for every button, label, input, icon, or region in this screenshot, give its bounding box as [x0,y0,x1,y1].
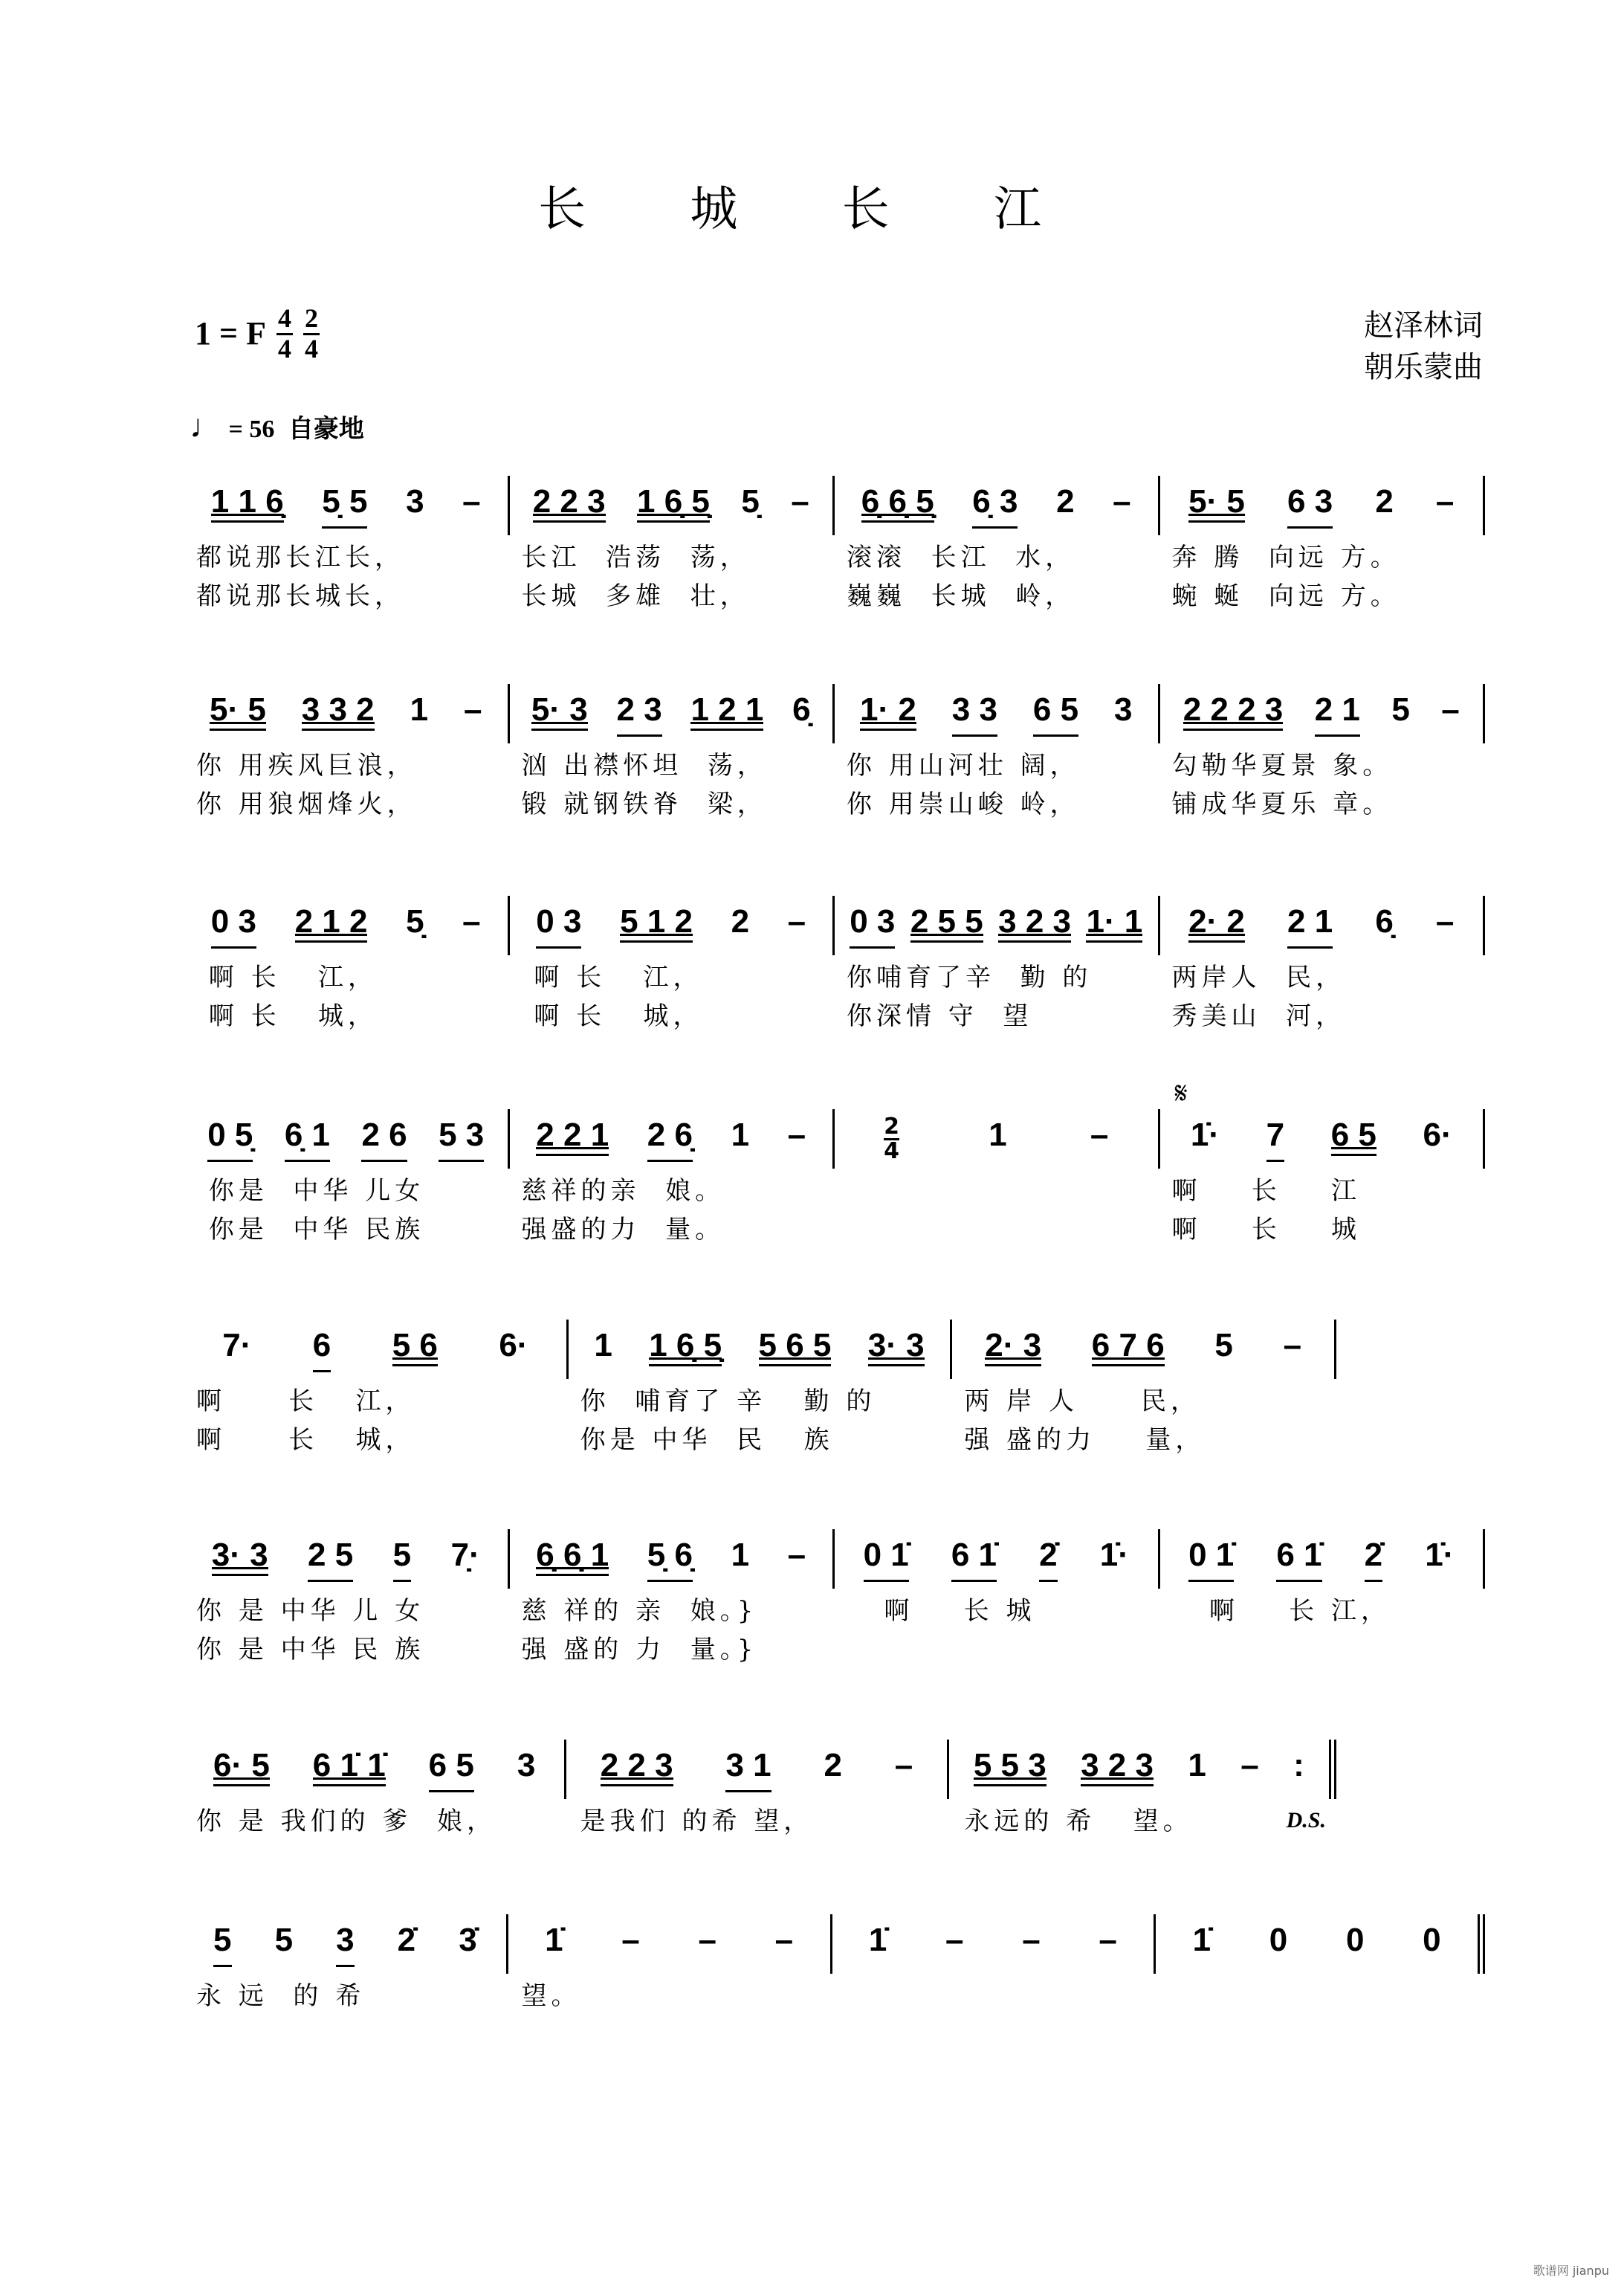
note-group: 2 [1375,482,1394,520]
note-group: 7̣· [450,1536,480,1573]
lyric-measure: 你哺育了辛 勤 的 [847,962,1093,992]
lyric-measure: 都说那长江长， [196,542,404,572]
lyric-measure: 滚滚 长江 水， [847,542,1075,572]
measure [832,1914,1156,1974]
note-group: – [621,1921,640,1958]
lyric-measure: 汹 出襟怀坦 荡， [521,750,767,781]
credits [1364,305,1483,388]
ds-marking: D.S. [1286,1808,1326,1832]
lyrics-verse-2 [184,2012,1485,2051]
notes-row [184,476,1485,535]
note-group: 2· 3 [985,1326,1041,1367]
note-group: – [1022,1921,1041,1958]
music-system [184,1320,1336,1456]
note-group: 6̣ 3 [972,482,1018,529]
lyrics-verse-2 [184,994,1485,1033]
note-group: 1̇ [545,1921,563,1958]
note-group: – [1240,1746,1259,1783]
lyric-measure: 强 盛的力 量， [964,1424,1206,1455]
lyrics-verse-2 [184,1418,1336,1456]
note-group: 2 5 [308,1536,353,1583]
lyrics-verse-1 [184,743,1485,782]
note-group: – [787,1116,806,1153]
note-group: 3 [406,482,424,520]
note-group: 1 [410,691,429,728]
note-group: 5· 3 [531,691,588,732]
measure [184,1320,569,1379]
lyricist: 赵泽林词 [1364,309,1483,343]
measure [510,684,835,743]
note-group: 1̇· [1099,1536,1129,1573]
note-group: 3 [336,1921,354,1968]
note-group: 6 5 [1331,1116,1376,1157]
lyric-measure: 巍巍 长城 岭， [847,581,1075,611]
lyric-measure: 望。 [521,1980,581,2011]
lyric-measure: 啊 长 江， [196,962,378,992]
note-group: 2 2 3 [601,1746,673,1787]
lyrics-verse-1 [184,955,1485,994]
note-group: 2 [1056,482,1075,520]
note-group: 6̣ 6̣ 5̣ [861,482,934,523]
note-group: 2 2 1 [536,1116,609,1157]
note-group: 0 5̣ [207,1116,253,1163]
lyric-measure: 啊 长 江 [1171,1175,1361,1206]
measure [184,684,510,743]
quarter-note-icon: ♩ [190,408,222,445]
tempo-value: = 56 [228,416,275,443]
lyrics-verse-1 [184,1799,1336,1838]
note-group: 6 5 [429,1746,474,1793]
lyrics-verse-2 [184,1838,1336,1876]
measure [510,1529,835,1589]
lyrics-verse-1 [184,1589,1485,1627]
measure [510,896,835,955]
measure [1160,1076,1486,1169]
music-system [184,1914,1485,2051]
note-group: 3· 3 [868,1326,925,1367]
note-group: 2 [824,1746,842,1783]
note-group: 5 5 3 [974,1746,1046,1787]
note-group: 6̣ 6̣ 1 [536,1536,609,1577]
lyrics-verse-2 [184,574,1485,613]
measure [510,1109,835,1169]
measure [835,684,1160,743]
measure [184,1740,566,1799]
music-system [184,1740,1336,1876]
note-group: 0 3 [850,902,895,949]
music-system [184,684,1485,821]
lyric-measure: 你 用疾风巨浪， [196,750,417,781]
measure [1160,684,1486,743]
notes-row [184,1529,1485,1589]
lyric-measure: 长江 浩荡 荡， [521,542,750,572]
measure [184,476,510,535]
lyric-measure: 蜿 蜒 向远 方。 [1171,581,1400,611]
measure [835,476,1160,535]
note-group: 5̣ 6̣ [647,1536,693,1583]
measure [184,1109,510,1169]
note-group: – [1435,482,1455,520]
lyric-measure: 你深情 守 望 [847,1001,1033,1031]
note-group: 6 5 [1033,691,1078,737]
note-group: – [787,902,806,940]
lyric-measure: 啊 长 城 [847,1595,1036,1626]
note-group: 1 6̣ 5̣ [649,1326,722,1367]
lyric-measure: 你是 中华 儿女 [196,1175,425,1206]
measure [835,896,1160,955]
measure [184,1529,510,1589]
lyric-measure: 你是 中华 民 族 [580,1424,834,1455]
note-group: 3 2 3 [998,902,1071,943]
note-group: 6̣ [792,691,811,728]
note-group: – [1090,1116,1109,1153]
lyric-measure: 长城 多雄 壮， [521,581,750,611]
measure [569,1320,953,1379]
note-group: 5 [1214,1326,1233,1363]
note-group: 6 3 [1287,482,1333,529]
note-group: 5 1 2 [620,902,693,943]
lyrics-verse-1 [184,1169,1485,1207]
note-group: 2 2 3 [533,482,606,523]
note-group: 0 [1345,1921,1365,1958]
lyric-measure: 啊 长 城， [196,1424,415,1455]
note-group: 5 3 [439,1116,484,1163]
note-group: – [462,482,481,520]
note-group: 1 [594,1326,612,1363]
song-title: 长 城 长 江 [537,182,1087,237]
lyric-measure: 两岸人 民， [1171,962,1346,992]
notes-row [184,896,1485,955]
note-group: 0 3 [211,902,256,949]
lyrics-verse-2 [184,1627,1485,1666]
note-group: 2 1 [1287,902,1333,949]
note-group: 1 2 1 [690,691,763,732]
note-group: 2 6̣ [647,1116,693,1163]
note-group: 1̇ [1192,1921,1211,1958]
note-group: 5 [393,1536,411,1583]
note-group: 6· [499,1326,528,1363]
lyric-measure: 锻 就钢铁脊 梁， [521,789,767,819]
measure [1160,476,1486,535]
note-group: 3 [1114,691,1133,728]
measure [184,1914,508,1974]
music-system [184,1529,1485,1666]
note-group: 3 [517,1746,536,1783]
note-group: – [698,1921,716,1958]
lyric-measure: 啊 长 城， [521,1001,703,1031]
measure [184,896,510,955]
lyric-measure: 慈祥的亲 娘。 [521,1175,725,1206]
time-den: 4 [884,1137,899,1164]
note-group: 1 [1188,1746,1206,1783]
measure [1156,1914,1485,1974]
note-group: 3 3 2 [302,691,375,732]
note-group: 1· 1 [1086,902,1142,943]
lyric-measure: 强 盛的 力 量。} [521,1634,758,1664]
note-group: 2 [731,902,750,940]
time-num: 2 [884,1113,899,1140]
note-group: 3 2 3 [1081,1746,1154,1787]
note-group: 2 6 [361,1116,407,1163]
measure [508,1914,832,1974]
note-group: 5· 5 [210,691,266,732]
key-signature [195,305,320,362]
note-group: 2̇ [397,1921,416,1958]
measure [835,1529,1160,1589]
lyric-measure: 你 用山河壮 阔， [847,750,1080,781]
note-group: 1̇ [868,1921,887,1958]
note-group: 6· 5 [213,1746,270,1787]
note-group: 0 [1423,1921,1441,1958]
note-group: 7· [222,1326,252,1363]
note-group: 1 [989,1116,1007,1153]
measure [510,476,835,535]
note-group: 2 1 2 [295,902,368,943]
note-group: – [791,482,809,520]
note-group: 2̇ [1365,1536,1382,1583]
key-tonic: 1 = F [195,315,266,352]
music-system [184,896,1485,1033]
note-group: 3 3 [952,691,997,737]
note-group: 6 1̇ [1276,1536,1321,1583]
lyric-measure: 慈 祥的 亲 娘。} [521,1595,758,1626]
lyric-measure: 永远的 希 望。 [964,1806,1193,1836]
lyric-measure: 你 哺育了 辛 勤 的 [580,1386,876,1416]
lyrics-verse-2 [184,782,1485,821]
note-group: 5· 5 [1188,482,1245,523]
note-group: 5 6 5 [759,1326,832,1367]
repeat-end-icon: : [1293,1746,1304,1783]
lyric-measure: 铺成华夏乐 章。 [1171,789,1393,819]
lyric-measure: 啊 长 江， [1171,1595,1391,1626]
note-group: 6̣ 1 [285,1116,330,1163]
note-group: 6 1̇ 1̇ [313,1746,386,1787]
measure [566,1740,948,1799]
note-group: 2 2 2 3 [1183,691,1284,732]
note-group: 5 [274,1921,294,1958]
note-group: 2· 2 [1188,902,1245,943]
note-group: – [945,1921,964,1958]
note-group: 6 1̇ [951,1536,997,1583]
note-group: 0 1̇ [1188,1536,1234,1583]
note-group: 0 1̇ [864,1536,909,1583]
lyric-measure: 奔 腾 向远 方。 [1171,542,1400,572]
lyric-measure: 是我们 的希 望， [580,1806,814,1836]
measure [1160,896,1486,955]
note-group: – [1441,691,1460,728]
notes-row [184,1320,1336,1379]
note-group: 1· 2 [860,691,916,732]
note-group: 1 [731,1536,750,1573]
note-group: 7 [1266,1116,1284,1163]
lyrics-verse-1 [184,1379,1336,1418]
note-group: 2̇ [1039,1536,1057,1583]
note-group: 5̣ [741,482,760,520]
note-group: – [464,691,482,728]
measure [835,1109,1160,1169]
lyric-measure: 都说那长城长， [196,581,404,611]
note-group: – [1099,1921,1117,1958]
note-group: 5̣ [406,902,424,940]
segno-icon: 𝄋 [1174,1076,1188,1111]
note-group: 6 7 6 [1092,1326,1165,1367]
music-system [184,476,1485,613]
lyric-measure: 你 是 中华 儿 女 [196,1595,425,1626]
lyric-measure: 你 是 我们的 爹 娘， [196,1806,497,1836]
notes-row [184,684,1485,743]
note-group: – [774,1921,794,1958]
lyrics-verse-2 [184,1207,1485,1246]
lyric-measure: 你是 中华 民族 [196,1214,425,1244]
note-group: 2 3 [617,691,662,737]
note-group: 5̣ 5 [322,482,367,529]
note-group: 1 1 6̣ [211,482,284,523]
lyric-measure: 你 用崇山峻 岭， [847,789,1080,819]
lyric-measure: 啊 长 江， [521,962,703,992]
note-group: 3· 3 [212,1536,268,1577]
time-signature-2-4: $\frac{2}{4}$ [304,303,318,364]
note-group: – [787,1536,806,1573]
lyric-measure: 秀美山 河， [1171,1001,1346,1031]
note-group: 1̇· [1190,1116,1220,1153]
lyric-measure: 永 远 的 希 [196,1980,366,2011]
measure [952,1320,1336,1379]
note-group: 1 6̣ 5̣ [637,482,710,523]
note-group: – [1435,902,1455,940]
note-group: – [894,1746,913,1783]
note-group: 3 1 [725,1746,771,1793]
lyric-measure: 强盛的力 量。 [521,1214,725,1244]
lyric-measure: 啊 长 江， [196,1386,415,1416]
note-group: 3̇ [459,1921,477,1958]
lyric-measure: 你 用狼烟烽火， [196,789,417,819]
time-signature-2-4 [884,1113,899,1164]
notes-row [184,1914,1485,1974]
note-group: 0 3 [536,902,581,949]
note-group: 6· [1423,1116,1452,1153]
tempo-marking [190,407,364,445]
note-group: 1̇· [1425,1536,1455,1573]
lyric-measure: 你 是 中华 民 族 [196,1634,425,1664]
note-group: 6̣ [1375,902,1394,940]
lyrics-verse-1 [184,1974,1485,2012]
time-signature-4-4: $\frac{4}{4}$ [277,303,291,364]
note-group: – [1113,482,1131,520]
notes-row [184,1076,1485,1169]
lyric-measure: 两 岸 人 民， [964,1386,1200,1416]
note-group: 1 [731,1116,750,1153]
note-group: 5 [213,1921,231,1968]
note-group: – [462,902,481,940]
music-system [184,1076,1485,1246]
lyric-measure: 勾勒华夏景 象。 [1171,750,1393,781]
lyric-measure: 啊 长 城， [196,1001,378,1031]
note-group: – [1283,1326,1302,1363]
note-group: 5 [1391,691,1410,728]
note-group: 5 6 [392,1326,438,1367]
note-group: 2 1 [1315,691,1360,737]
lyric-measure: 啊 长 城 [1171,1214,1361,1244]
note-group: 0 [1269,1921,1288,1958]
watermark: 歌谱网 jianpu [1533,2264,1609,2278]
tempo-expression: 自豪地 [288,414,364,444]
measure [1160,1529,1486,1589]
note-group: 2 5 5 [910,902,983,943]
note-group: 6 [313,1326,331,1373]
composer: 朝乐蒙曲 [1364,350,1483,384]
lyrics-verse-1 [184,535,1485,574]
